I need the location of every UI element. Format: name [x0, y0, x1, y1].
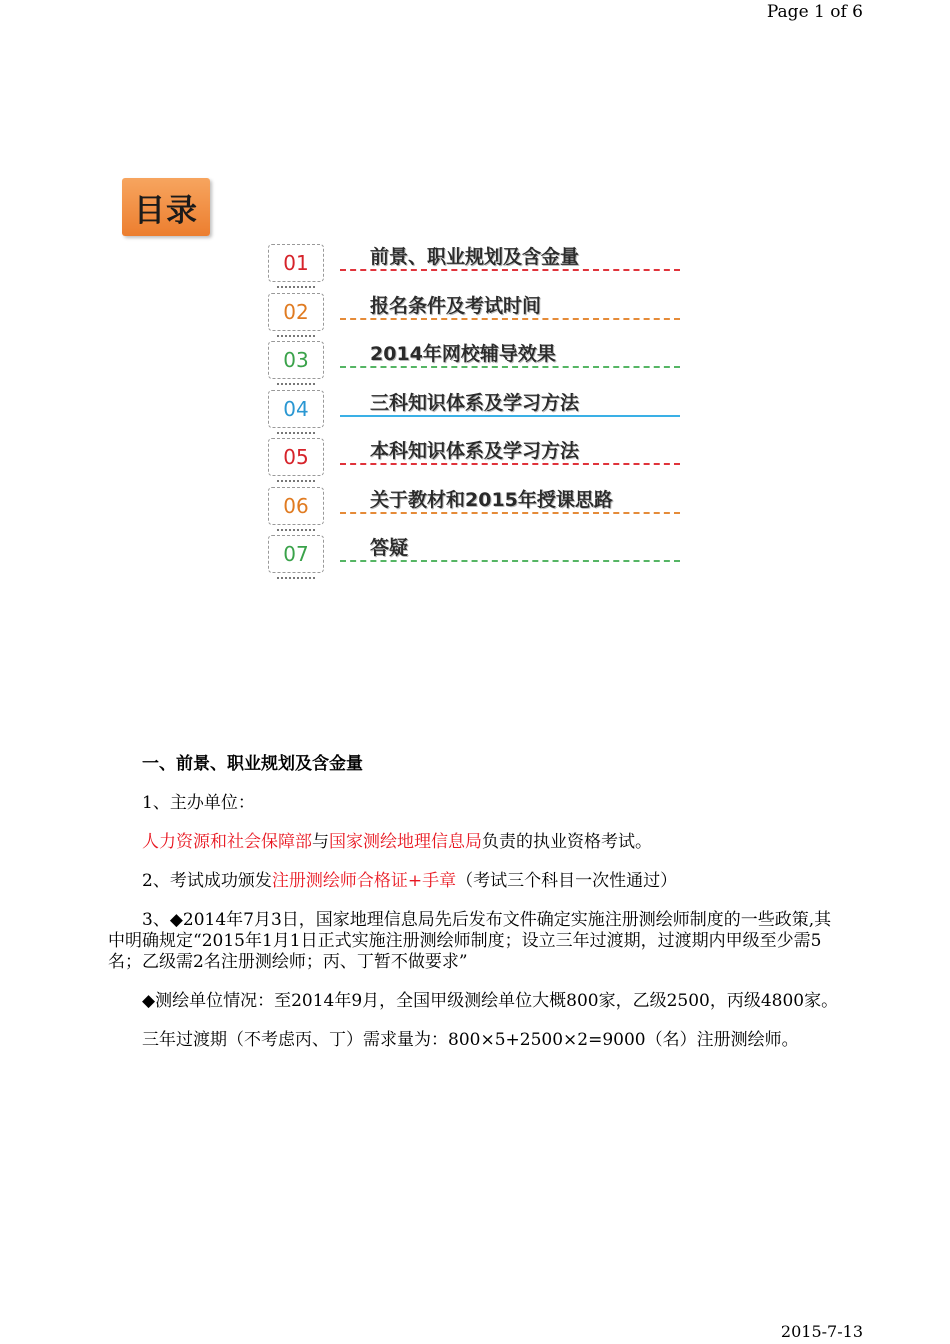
paragraph-policy: 3、◆2014年7月3日，国家地理信息局先后发布文件确定实施注册测绘师制度的一些政策,其中明确规定“2015年1月1日正式实施注册测绘师制度；设立三年过渡期，过渡期内甲级至少需5名；乙级需2名注册测绘师；丙、丁暂不做要求”: [108, 910, 832, 972]
page-date: 2015-7-13: [780, 1322, 863, 1341]
text-issue: 2、考试成功颁发: [142, 871, 272, 891]
toc-item-03: [266, 337, 682, 386]
toc-number: 02: [268, 293, 324, 331]
toc-underline: [340, 318, 680, 320]
paragraph-certificate: [108, 871, 842, 892]
toc-title: 三科知识体系及学习方法: [370, 391, 580, 414]
toc-item-07: [266, 531, 682, 580]
text-and: 与: [312, 832, 329, 852]
toc-list: [266, 240, 682, 580]
toc-underline: [340, 560, 680, 562]
highlight-certificate: 注册测绘师合格证+手章: [271, 871, 457, 891]
toc-number: 06: [268, 487, 324, 525]
toc-number: 04: [268, 390, 324, 428]
paragraph-demand: 三年过渡期（不考虑丙、丁）需求量为：800×5+2500×2=9000（名）注册测绘师。: [142, 1030, 799, 1050]
toc-title: 答疑: [370, 537, 409, 559]
toc-item-06: [266, 483, 682, 532]
toc-item-05: [266, 434, 682, 483]
text-exam-note: 负责的执业资格考试。: [482, 832, 652, 852]
toc-underline: [340, 366, 680, 368]
toc-title: 报名条件及考试时间: [370, 294, 542, 317]
toc-number: 05: [268, 438, 324, 476]
highlight-ministry: 人力资源和社会保障部: [142, 832, 312, 852]
text-pass-note: （考试三个科目一次性通过）: [456, 871, 678, 891]
toc-title: 2014年网校辅导效果: [370, 343, 556, 365]
paragraph-units: ◆测绘单位情况：至2014年9月，全国甲级测绘单位大概800家，乙级2500，丙级4800家。: [142, 991, 839, 1011]
toc-title: 关于教材和2015年授课思路: [370, 488, 613, 511]
toc-number: 07: [268, 535, 324, 573]
toc-badge-label: 目录: [134, 192, 198, 229]
toc-number: 03: [268, 341, 324, 379]
toc-badge: [122, 178, 210, 236]
toc-title: 前景、职业规划及含金量: [370, 246, 580, 268]
toc-item-02: [266, 289, 682, 338]
toc-title: 本科知识体系及学习方法: [370, 440, 580, 462]
highlight-bureau: 国家测绘地理信息局: [329, 832, 482, 852]
page-number: Page 1 of 6: [766, 2, 863, 22]
paragraph-organizer: 1、主办单位：: [142, 793, 255, 813]
toc-item-01: [266, 240, 682, 289]
section-heading: 一、前景、职业规划及含金量: [142, 754, 363, 774]
toc-number: 01: [268, 244, 324, 282]
toc-underline: [340, 512, 680, 514]
document-body: [108, 754, 842, 1069]
toc-item-04: [266, 386, 682, 435]
toc-underline: [340, 415, 680, 417]
toc-underline: [340, 269, 680, 271]
paragraph-authorities: [108, 832, 842, 853]
toc-underline: [340, 463, 680, 465]
